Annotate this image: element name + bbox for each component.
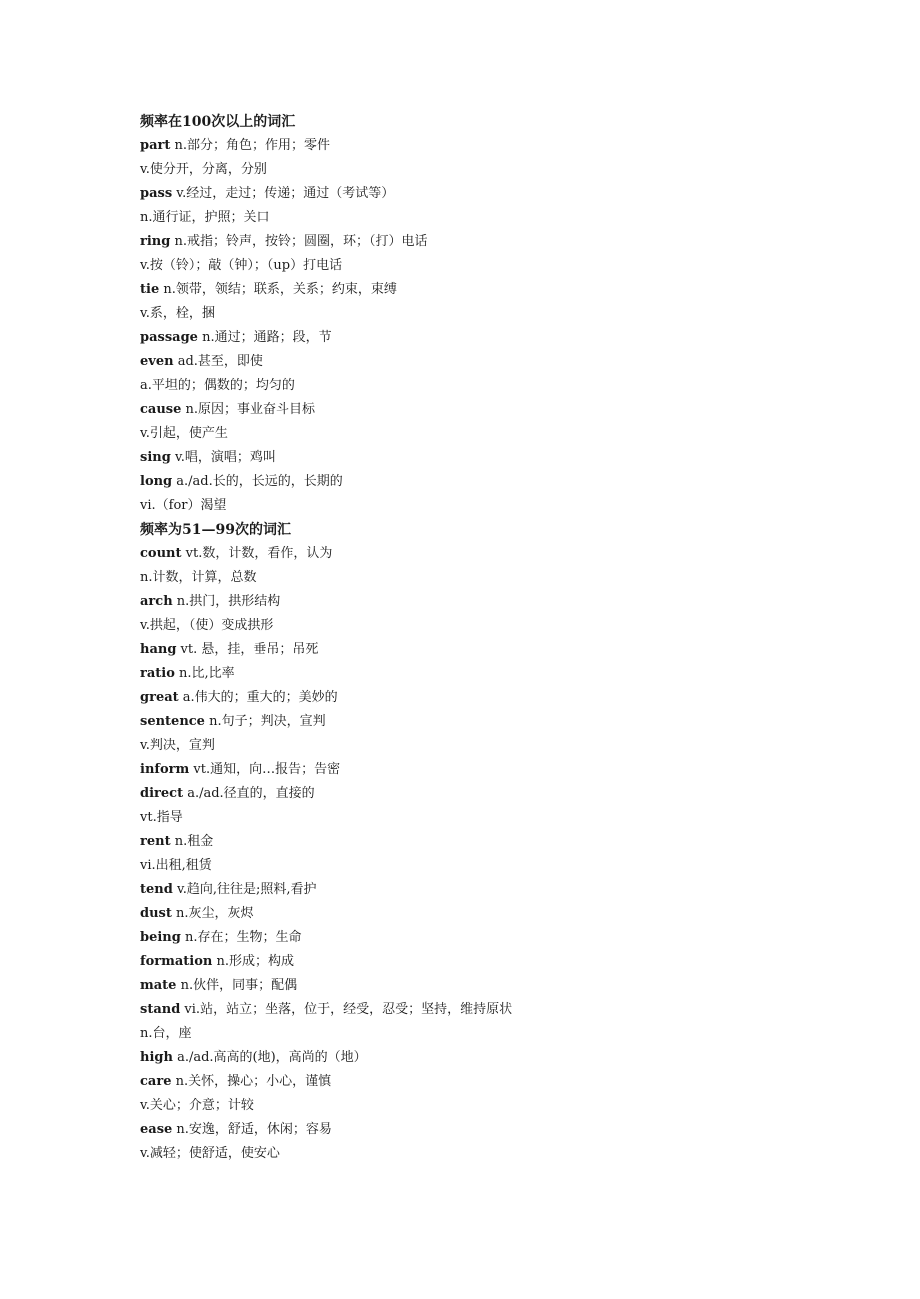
entry-word: ease	[140, 1122, 173, 1137]
entry-definition: a./ad.长的，长远的，长期的	[172, 474, 343, 489]
vocab-entry	[140, 1118, 860, 1142]
entry-definition: vt. 悬，挂，垂吊；吊死	[176, 642, 319, 657]
entry-definition: v.唱，演唱；鸡叫	[170, 450, 276, 465]
entry-definition: n.戒指；铃声，按铃；圆圈，环；（打）电话	[170, 234, 428, 249]
entry-definition: v.拱起，（使）变成拱形	[140, 618, 274, 633]
vocab-entry	[140, 998, 860, 1022]
entry-definition: v.减轻；使舒适，使安心	[140, 1146, 280, 1161]
vocab-entry	[140, 278, 860, 302]
entry-definition: v.关心；介意；计较	[140, 1098, 254, 1113]
entry-definition: v.判决，宣判	[140, 738, 215, 753]
entry-definition: n.计数，计算，总数	[140, 570, 257, 585]
vocab-entry	[140, 470, 860, 494]
entry-definition: n.安逸，舒适，休闲；容易	[172, 1122, 332, 1137]
entry-word: tend	[140, 882, 173, 897]
entry-word: pass	[140, 186, 173, 201]
vocab-entry	[140, 590, 860, 614]
entry-word: arch	[140, 594, 173, 609]
entry-word: inform	[140, 762, 190, 777]
vocab-entry	[140, 950, 860, 974]
entry-word: direct	[140, 786, 184, 801]
entry-word: dust	[140, 906, 172, 921]
entry-definition: v.经过，走过；传递；通过（考试等）	[172, 186, 395, 201]
vocab-entry	[140, 710, 860, 734]
entry-definition: n.伙伴，同事；配偶	[176, 978, 298, 993]
entry-definition: a./ad.高高的(地)，高尚的（地）	[172, 1050, 367, 1065]
vocab-entry	[140, 782, 860, 806]
vocab-entry	[140, 398, 860, 422]
vocab-entry	[140, 350, 860, 374]
entry-definition: a.平坦的；偶数的；均匀的	[140, 378, 295, 393]
entry-word: ring	[140, 234, 171, 249]
entry-definition: n.租金	[170, 834, 214, 849]
vocab-entry	[140, 614, 860, 638]
entry-definition: vi.站，站立；坐落，位于，经受，忍受；坚持，维持原状	[180, 1002, 513, 1017]
vocab-entry	[140, 206, 860, 230]
vocab-entry	[140, 686, 860, 710]
section-heading: 频率在100次以上的词汇	[140, 114, 296, 130]
entry-definition: n.部分；角色；作用；零件	[170, 138, 331, 153]
entry-word: even	[140, 354, 174, 369]
entry-definition: v.趋向,往往是;照料,看护	[172, 882, 317, 897]
entry-definition: n.句子；判决，宣判	[204, 714, 326, 729]
vocab-entry	[140, 302, 860, 326]
entry-definition: v.引起，使产生	[140, 426, 228, 441]
entry-definition: n.关怀，操心；小心，谨慎	[171, 1074, 332, 1089]
entry-word: tie	[140, 282, 160, 297]
vocab-entry	[140, 230, 860, 254]
entry-word: great	[140, 690, 179, 705]
entry-word: passage	[140, 330, 198, 345]
entry-word: count	[140, 546, 182, 561]
entry-definition: ad.甚至，即使	[173, 354, 263, 369]
vocab-entry	[140, 134, 860, 158]
entry-definition: a.伟大的；重大的；美妙的	[178, 690, 338, 705]
entry-word: ratio	[140, 666, 175, 681]
entry-definition: v.系，栓，捆	[140, 306, 215, 321]
entry-word: hang	[140, 642, 177, 657]
vocab-entry	[140, 1022, 860, 1046]
entry-definition: vt.通知，向…报告；告密	[189, 762, 341, 777]
vocab-entry	[140, 1094, 860, 1118]
entry-definition: a./ad.径直的，直接的	[183, 786, 315, 801]
vocab-entry	[140, 542, 860, 566]
entry-word: mate	[140, 978, 177, 993]
entry-definition: v.使分开，分离，分别	[140, 162, 267, 177]
entry-definition: v.按（铃）；敲（钟）；（up）打电话	[140, 258, 343, 273]
entry-definition: n.存在；生物；生命	[180, 930, 302, 945]
entry-definition: vt.数，计数，看作，认为	[181, 546, 333, 561]
vocab-entry	[140, 902, 860, 926]
entry-word: rent	[140, 834, 171, 849]
vocab-entry	[140, 182, 860, 206]
entry-definition: n.比,比率	[174, 666, 235, 681]
section-heading: 频率为51—99次的词汇	[140, 522, 291, 538]
entry-definition: n.台，座	[140, 1026, 192, 1041]
entry-word: formation	[140, 954, 213, 969]
vocab-entry	[140, 758, 860, 782]
vocab-entry	[140, 158, 860, 182]
entry-definition: n.原因；事业奋斗目标	[181, 402, 316, 417]
entry-word: part	[140, 138, 171, 153]
vocab-entry	[140, 566, 860, 590]
entry-definition: n.通行证，护照；关口	[140, 210, 270, 225]
entry-word: sing	[140, 450, 171, 465]
entry-definition: n.灰尘，灰烬	[171, 906, 254, 921]
vocab-entry	[140, 422, 860, 446]
entry-word: long	[140, 474, 173, 489]
entry-word: being	[140, 930, 181, 945]
vocab-entry	[140, 830, 860, 854]
entry-word: high	[140, 1050, 173, 1065]
entry-definition: n.形成；构成	[212, 954, 294, 969]
vocab-entry	[140, 1142, 860, 1166]
vocab-entry	[140, 854, 860, 878]
vocab-entry	[140, 1046, 860, 1070]
entry-definition: vi.（for）渴望	[140, 498, 227, 513]
vocab-entry	[140, 662, 860, 686]
vocab-entry	[140, 254, 860, 278]
vocab-entry	[140, 326, 860, 350]
vocab-entry	[140, 374, 860, 398]
vocab-entry	[140, 734, 860, 758]
vocab-entry	[140, 1070, 860, 1094]
entry-definition: n.通过；通路；段，节	[197, 330, 332, 345]
entry-word: cause	[140, 402, 182, 417]
vocab-entry	[140, 974, 860, 998]
entry-word: stand	[140, 1002, 181, 1017]
entry-word: sentence	[140, 714, 205, 729]
entry-definition: vi.出租,租赁	[140, 858, 212, 873]
vocab-entry	[140, 446, 860, 470]
vocab-entry	[140, 494, 860, 518]
vocab-entry	[140, 638, 860, 662]
vocabulary-document	[140, 110, 860, 1166]
entry-definition: n.领带，领结；联系，关系；约束，束缚	[159, 282, 397, 297]
entry-word: care	[140, 1074, 172, 1089]
vocab-entry	[140, 926, 860, 950]
vocab-entry	[140, 806, 860, 830]
vocab-entry	[140, 878, 860, 902]
entry-definition: n.拱门，拱形结构	[172, 594, 281, 609]
entry-definition: vt.指导	[140, 810, 183, 825]
